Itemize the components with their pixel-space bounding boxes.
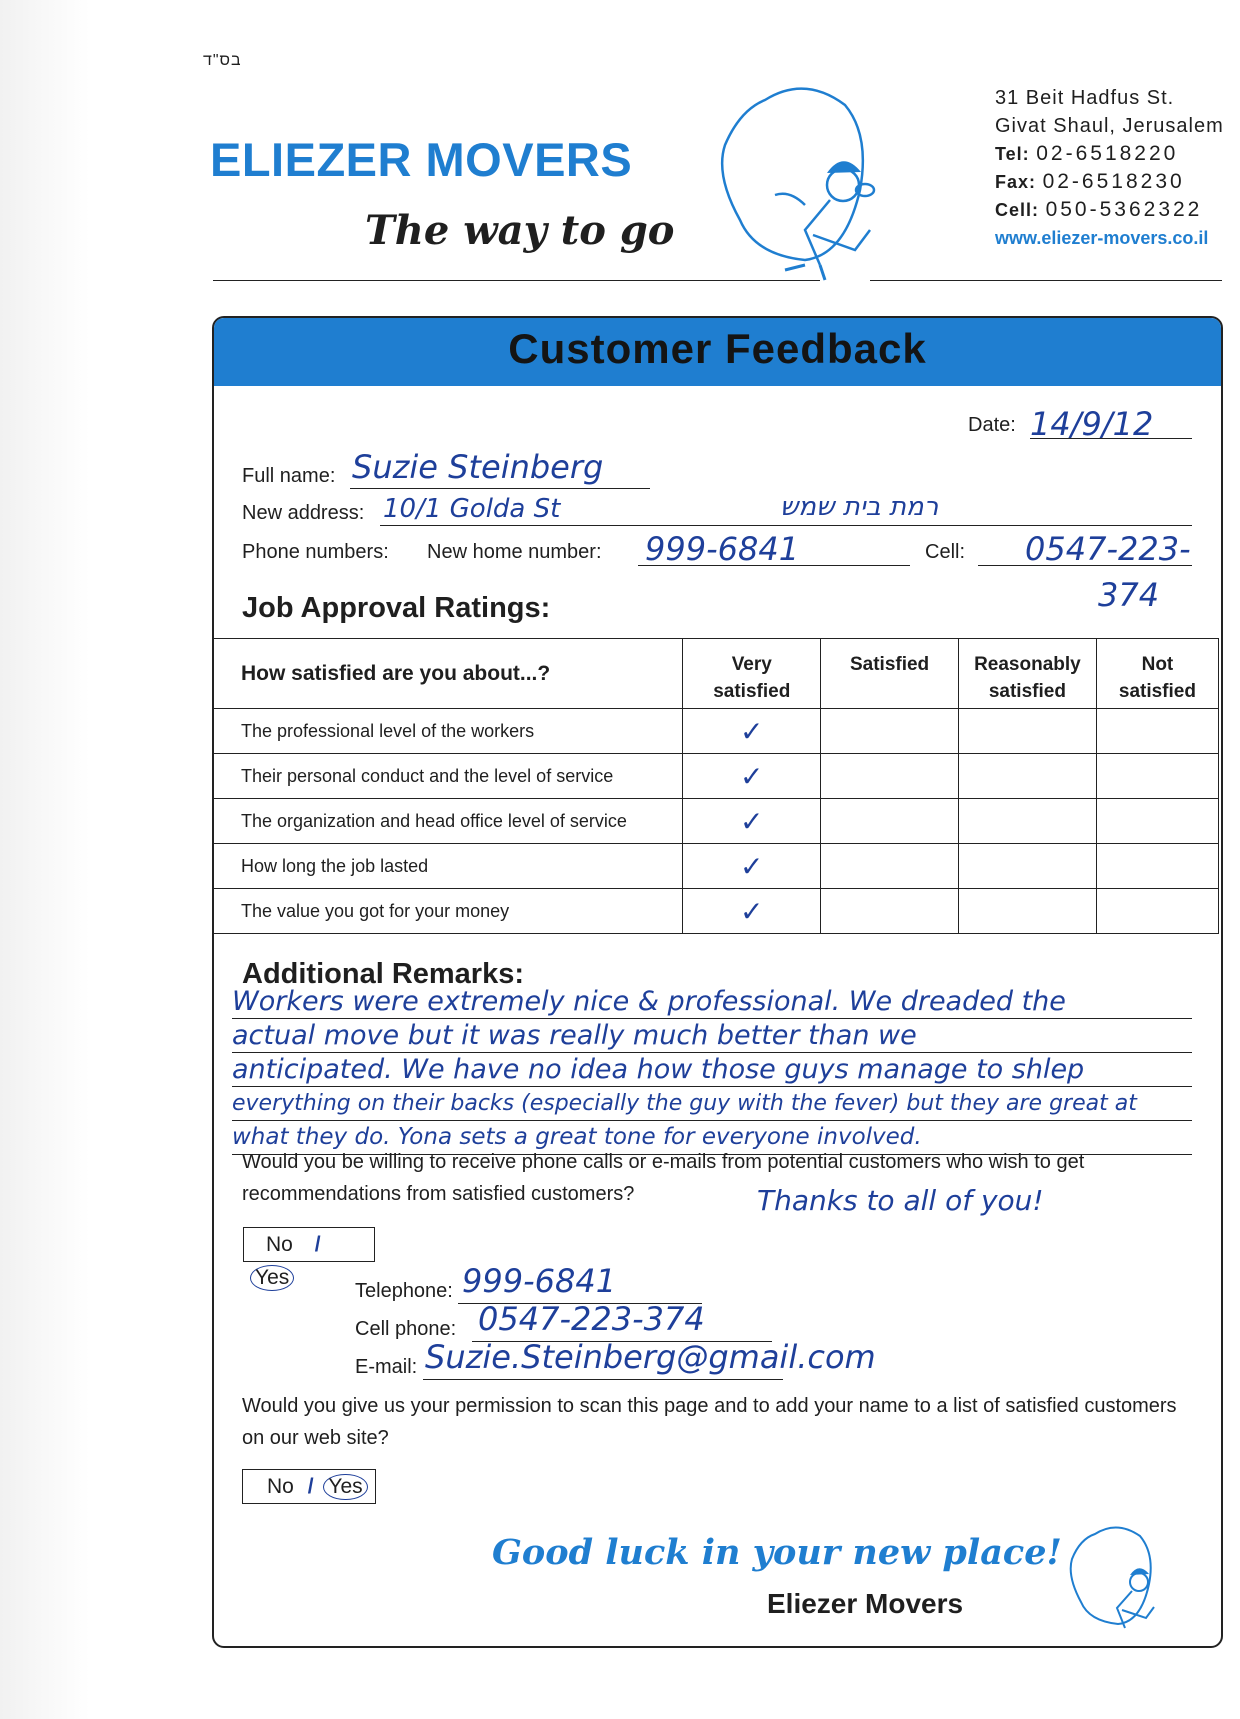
- phone-numbers-label: Phone numbers:: [242, 541, 389, 563]
- cell-label: Cell:: [995, 200, 1040, 220]
- remarks-text-area[interactable]: [232, 985, 1192, 1155]
- rating-checkbox-reasonably[interactable]: [958, 889, 1096, 934]
- fax-label: Fax:: [995, 172, 1037, 192]
- contact-slash: /: [314, 1233, 321, 1256]
- cell-phone-label: Cell phone:: [355, 1318, 457, 1340]
- new-address-city[interactable]: רמת בית שמש: [780, 492, 939, 522]
- remarks-line: actual move but it was really much better than we: [232, 1019, 1192, 1053]
- new-address-label: New address:: [242, 502, 365, 524]
- column-very-satisfied: Very satisfied: [683, 639, 821, 709]
- cell-number: 050-5362322: [1045, 198, 1203, 221]
- home-number-value[interactable]: 999-6841: [645, 530, 800, 568]
- contact-yes-option[interactable]: Yes: [250, 1265, 294, 1291]
- row-label: The organization and head office level of service: [213, 799, 683, 844]
- remarks-line: everything on their backs (especially the guy with the fever) but they are great at: [232, 1087, 1192, 1121]
- permission-slash: /: [307, 1475, 314, 1498]
- address-line-1: 31 Beit Hadfus St.: [995, 87, 1175, 109]
- rating-checkbox-satisfied[interactable]: [821, 754, 959, 799]
- rating-checkbox-very-satisfied[interactable]: ✓: [683, 889, 821, 934]
- rating-checkbox-not-satisfied[interactable]: [1096, 844, 1218, 889]
- good-luck-message: Good luck in your new place!: [492, 1532, 1062, 1573]
- header-rule-right: [870, 280, 1222, 281]
- permission-no-option[interactable]: No: [267, 1475, 294, 1498]
- permission-yes-option[interactable]: Yes: [323, 1474, 367, 1500]
- ratings-header-row: [213, 639, 1219, 709]
- company-tagline: The way to go: [365, 207, 675, 254]
- scan-edge-shadow: [0, 0, 90, 1719]
- permission-choice: [242, 1469, 376, 1504]
- remarks-line: Workers were extremely nice & professional. We dreaded the: [232, 985, 1192, 1019]
- row-label: Their personal conduct and the level of service: [213, 754, 683, 799]
- row-label: The professional level of the workers: [213, 709, 683, 754]
- rating-checkbox-very-satisfied[interactable]: ✓: [683, 799, 821, 844]
- email-underline: [423, 1379, 783, 1380]
- company-name: ELIEZER MOVERS: [210, 133, 633, 186]
- row-label: How long the job lasted: [213, 844, 683, 889]
- fax-number: 02-6518230: [1042, 170, 1185, 193]
- rating-checkbox-not-satisfied[interactable]: [1096, 889, 1218, 934]
- full-name-label: Full name:: [242, 465, 336, 487]
- contact-no-option[interactable]: No: [266, 1233, 293, 1256]
- rating-checkbox-not-satisfied[interactable]: [1096, 709, 1218, 754]
- remarks-heading: Additional Remarks:: [242, 958, 524, 990]
- telephone-label: Telephone:: [355, 1280, 453, 1302]
- cell-phone-value[interactable]: 0547-223-374: [478, 1300, 705, 1338]
- rating-checkbox-satisfied[interactable]: [821, 709, 959, 754]
- contact-question: Would you be willing to receive phone calls or e-mails from potential customers who wish to get recommendations from satisfied customers?: [242, 1151, 1085, 1205]
- remarks-line: anticipated. We have no idea how those guys manage to shlep: [232, 1053, 1192, 1087]
- home-number-label: New home number:: [427, 541, 602, 563]
- cell-value-continued[interactable]: 374: [1098, 576, 1160, 614]
- rating-checkbox-not-satisfied[interactable]: [1096, 799, 1218, 844]
- tel-label: Tel:: [995, 144, 1030, 164]
- date-value[interactable]: 14/9/12: [1030, 405, 1154, 443]
- question-header: How satisfied are you about...?: [213, 639, 683, 709]
- remarks-line: what they do. Yona sets a great tone for everyone involved.: [232, 1121, 1192, 1155]
- ratings-heading: Job Approval Ratings:: [242, 592, 551, 624]
- rating-checkbox-reasonably[interactable]: [958, 844, 1096, 889]
- tel-row: [995, 140, 1224, 168]
- signature: Eliezer Movers: [767, 1588, 964, 1619]
- table-row: [213, 754, 1219, 799]
- email-label: E-mail:: [355, 1356, 418, 1378]
- thanks-note: Thanks to all of you!: [757, 1184, 1044, 1217]
- rating-checkbox-satisfied[interactable]: [821, 889, 959, 934]
- column-not-satisfied: Not satisfied: [1096, 639, 1218, 709]
- rating-checkbox-reasonably[interactable]: [958, 799, 1096, 844]
- header-rule-left: [213, 280, 820, 281]
- mover-mascot-icon: [695, 80, 925, 285]
- cell-label-form: Cell:: [925, 541, 966, 563]
- permission-question: Would you give us your permission to scan this page and to add your name to a list of satisfied customers on our web site?: [242, 1395, 1177, 1449]
- form-title: Customer Feedback: [508, 325, 927, 372]
- cell-value[interactable]: 0547-223-: [1025, 530, 1191, 568]
- rating-checkbox-very-satisfied[interactable]: ✓: [683, 844, 821, 889]
- full-name-value[interactable]: Suzie Steinberg: [352, 448, 604, 486]
- table-row: [213, 799, 1219, 844]
- row-label: The value you got for your money: [213, 889, 683, 934]
- fax-row: [995, 168, 1224, 196]
- rating-checkbox-very-satisfied[interactable]: ✓: [683, 754, 821, 799]
- table-row: [213, 709, 1219, 754]
- table-row: [213, 889, 1219, 934]
- mover-mascot-small-icon: [1055, 1522, 1185, 1637]
- rating-checkbox-satisfied[interactable]: [821, 844, 959, 889]
- rating-checkbox-satisfied[interactable]: [821, 799, 959, 844]
- full-name-underline: [350, 488, 650, 489]
- column-reasonably-satisfied: Reasonably satisfied: [958, 639, 1096, 709]
- bsd-mark: בס"ד: [203, 52, 242, 69]
- address-line-2: Givat Shaul, Jerusalem: [995, 115, 1224, 137]
- rating-checkbox-not-satisfied[interactable]: [1096, 754, 1218, 799]
- rating-checkbox-very-satisfied[interactable]: ✓: [683, 709, 821, 754]
- new-address-value[interactable]: 10/1 Golda St: [383, 494, 561, 524]
- cell-row: [995, 196, 1224, 224]
- tel-number: 02-6518220: [1036, 142, 1179, 165]
- contact-consent-choice: [243, 1227, 375, 1289]
- website-link[interactable]: www.eliezer-movers.co.il: [995, 228, 1209, 248]
- new-address-underline: [380, 525, 1192, 526]
- date-label: Date:: [968, 414, 1016, 436]
- email-value[interactable]: Suzie.Steinberg@gmail.com: [425, 1338, 876, 1376]
- column-satisfied: Satisfied: [821, 639, 959, 709]
- telephone-value[interactable]: 999-6841: [462, 1262, 617, 1300]
- company-contact-block: [995, 84, 1224, 252]
- rating-checkbox-reasonably[interactable]: [958, 709, 1096, 754]
- table-row: [213, 844, 1219, 889]
- rating-checkbox-reasonably[interactable]: [958, 754, 1096, 799]
- ratings-table: [212, 638, 1219, 934]
